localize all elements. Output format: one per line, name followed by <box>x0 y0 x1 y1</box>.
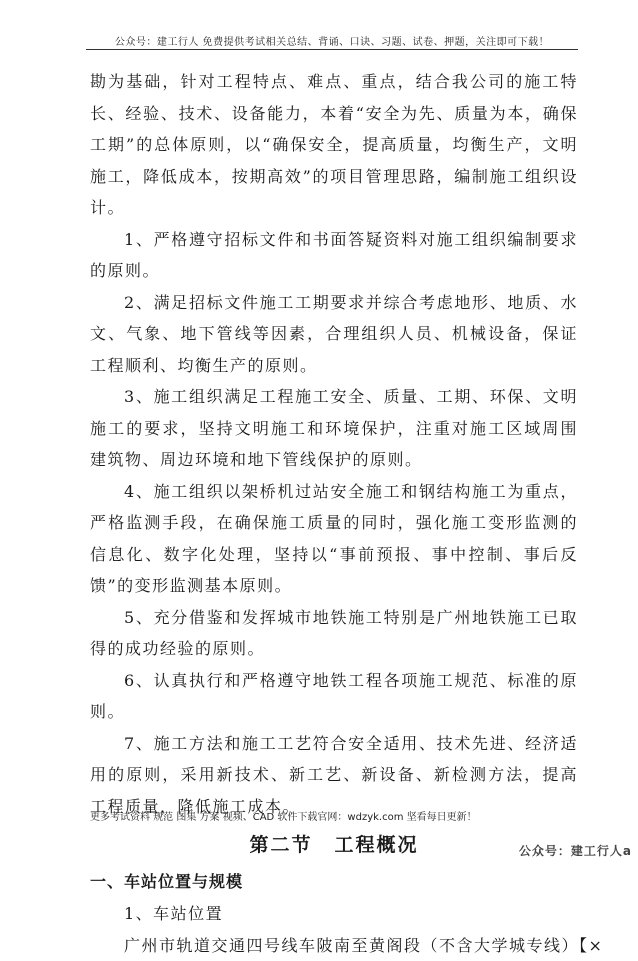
page-footer: 更多考试资料 规范 图集 方案 视频、CAD 软件下载官网：wdzyk.com 坚看每日更新！ <box>90 808 590 823</box>
paragraph-principle-4: 4、施工组织以架桥机过站安全施工和钢结构施工为重点，严格监测手段，在确保施工质量的同时，强化施工变形监测的信息化、数字化处理，坚持以“事前预报、事中控制、事后反馈”的变形监测基本原则。 <box>90 476 578 602</box>
paragraph-principle-5: 5、充分借鉴和发挥城市地铁施工特别是广州地铁施工已取得的成功经验的原则。 <box>90 602 578 665</box>
section-title: 工程概况 <box>335 834 419 856</box>
paragraph-station-location: 广州市轨道交通四号线车陂南至黄阁段（不含大学城专线）【× <box>90 930 578 961</box>
section-number: 第二节 <box>249 834 312 856</box>
paragraph-principle-3: 3、施工组织满足工程施工安全、质量、工期、环保、文明施工的要求，坚持文明施工和环境保护，注重对施工区域周围建筑物、周边环境和地下管线保护的原则。 <box>90 381 578 476</box>
document-body <box>90 66 578 961</box>
paragraph-intro-continued: 勘为基础，针对工程特点、难点、重点，结合我公司的施工特长、经验、技术、设备能力，本着“安全为先、质量为本，确保工期”的总体原则，以“确保安全，提高质量，均衡生产，文明施工，降低成本，按期高效”的项目管理思路，编制施工组织设计。 <box>90 66 578 224</box>
section-heading <box>90 828 578 862</box>
paragraph-principle-6: 6、认真执行和严格遵守地铁工程各项施工规范、标准的原则。 <box>90 665 578 728</box>
watermark-label: 公众号：建工行人a <box>519 842 632 859</box>
subsection-heading: 一、车站位置与规模 <box>90 866 578 898</box>
paragraph-principle-7: 7、施工方法和施工工艺符合安全适用、技术先进、经济适用的原则，采用新技术、新工艺、新设备、新检测方法，提高工程质量，降低施工成本。 <box>90 728 578 823</box>
paragraph-principle-1: 1、严格遵守招标文件和书面答疑资料对施工组织编制要求的原则。 <box>90 224 578 287</box>
header-divider <box>86 49 578 50</box>
item-heading: 1、车站位置 <box>90 898 578 930</box>
paragraph-principle-2: 2、满足招标文件施工工期要求并综合考虑地形、地质、水文、气象、地下管线等因素，合理组织人员、机械设备，保证工程顺利、均衡生产的原则。 <box>90 287 578 382</box>
page-header: 公众号：建工行人 免费提供考试相关总结、背诵、口诀、习题、试卷、押题，关注即可下载！ <box>86 33 578 48</box>
